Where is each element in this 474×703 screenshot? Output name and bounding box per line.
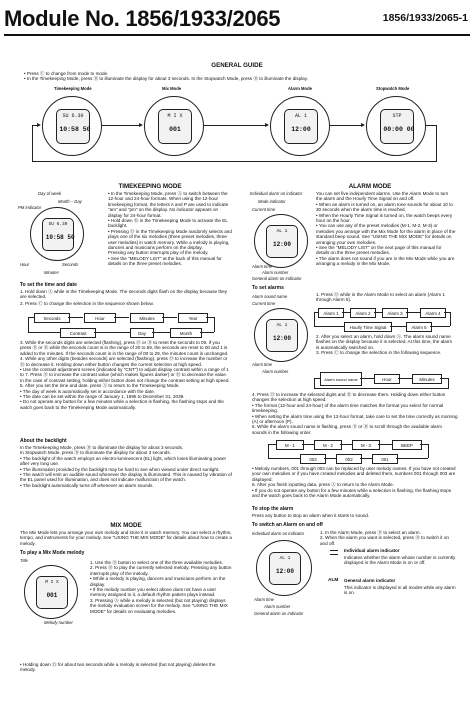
label-alarm-number: Alarm number: [262, 270, 289, 275]
label-seconds: Seconds: [62, 262, 79, 267]
seq-line: [314, 378, 320, 379]
watch-stopwatch: STP 00:00 00: [366, 96, 426, 156]
mix-hold: • Holding down Ⓓ for about two seconds while a melody is selected (but not playing) deletes the melody.: [20, 662, 216, 673]
backlight-title: About the backlight: [20, 438, 67, 444]
stop-alarm-title: To stop the alarm: [252, 506, 294, 512]
individual-indicator-icon: [330, 550, 338, 555]
page-title: Module No. 1856/1933/2065: [4, 6, 281, 31]
general-indicator-prefix: ALM: [328, 578, 339, 583]
seq-line: [152, 332, 170, 333]
set-time-title: To set the time and date: [20, 282, 77, 288]
individual-indicator-text: Indicates whether the alarm whose number is currently displayed in the Alarm Mode is on or off.: [344, 555, 456, 566]
label-general-alarm-2: General alarm on indicator: [254, 611, 304, 616]
watch-mix: M I X 001: [144, 96, 204, 156]
seq-alarm-sound-name: Alarm sound name: [320, 372, 362, 386]
seq-line: [302, 444, 314, 445]
label-individual-alarm: Individual alarm on indicator: [250, 191, 303, 196]
seq-m2: M - 2: [314, 440, 342, 450]
seq-alarm-4: Alarm 4: [420, 308, 446, 318]
label-minutes: Minutes: [44, 270, 59, 275]
seq-line: [428, 444, 429, 458]
seq-line: [28, 317, 29, 332]
page-code: 1856/1933/2065-1: [382, 12, 468, 24]
label-mode-indicator: Mode indicator: [258, 199, 286, 204]
return-line: [436, 125, 437, 161]
mode-label-timekeeping: Timekeeping Mode: [54, 86, 92, 91]
alarm-intro: You can set five independent alarms. Use the Alarm Mode to turn the alarm and the Hourly Time Signal on and off. • When an alarm is turned on, an alarm tone sounds for about 10 to 30 seconds when the alarm time is reached. • When the Hourly Time Signal is turned on, the watch beeps every hour on the hour. • You can use any of the preset melodies (M-1, M-2, M-3) or melodies you arrange with the Mix Mode for the alarm in place of the standard beep sound. See "USING THE MIX MODE" for details on arranging your own melodies. • See the "MELODY LIST" on the next page of this manual for details on the three preset melodies. • The alarm does not sound if you are in the Mix Mode while you are arranging a melody in the Mix Mode.: [316, 191, 456, 267]
seq-001: 001: [372, 454, 398, 464]
set-time-step2: 2. Press Ⓒ to change the selection in the sequence shown below.: [20, 301, 154, 306]
alarm-rest: 4. Press Ⓓ to increase the selected digits and Ⓑ to decrease them. Holding down either button changes the selection at high speed. • The format (12-hour and 24-hour) of the alarm time matches the format you select for normal timekeeping. • When setting the alarm time using the 12-hour format, take care to set the time correctly as morning (A) or afternoon (P). 5. While the alarm sound name is flashing, press Ⓓ or Ⓑ to scroll through the available alarm sounds in the following order.: [252, 392, 458, 435]
seq-line: [448, 378, 449, 388]
seq-line: [268, 458, 300, 459]
seq-seconds: Seconds: [34, 313, 70, 323]
seq-line: [114, 317, 129, 318]
seq-alarm-hour: Hour: [374, 374, 400, 384]
label-current-time-2: Current time: [252, 301, 276, 306]
seq-002: 002: [336, 454, 362, 464]
seq-line: [420, 444, 428, 445]
mix-title: MIX MODE: [110, 522, 142, 529]
guide-bullet: • Press Ⓒ to change from mode to mode.: [24, 71, 109, 76]
seq-line: [314, 312, 315, 326]
alarm-title: ALARM MODE: [348, 183, 392, 190]
seq-line: [314, 312, 318, 313]
label-alarm-time-3: Alarm time: [254, 597, 275, 602]
backlight-text: In the Timekeeping Mode, press Ⓑ to illuminate the display for about 3 seconds. In Stopwatch Mode, press Ⓑ to illuminate the display for about 3 seconds. • The backlight of the watch employs an electro-luminescent (EL) light, which loses illuminating power after very long use. • The illumination provided by the backlight may be hard to see when viewed under direct sunlight. • The watch will emit an audible sound whenever the display is illuminated. This is caused by vibration of the EL panel used for illumination, and does not indicate malfunction of the watch. • The backlight automatically turns off whenever an alarm sounds.: [20, 445, 232, 488]
seq-line: [28, 332, 60, 333]
seq-m1: M - 1: [276, 440, 304, 450]
stop-alarm-text: Press any button to stop an alarm when it starts to sound.: [252, 513, 370, 518]
seq-alarm-5: Alarm 5: [406, 322, 432, 332]
label-hour: Hour: [20, 262, 30, 267]
seq-line: [162, 317, 177, 318]
mix-play-title: To play a Mix Mode melody: [20, 550, 85, 556]
seq-minutes: Minutes: [130, 313, 164, 323]
mode-label-mix: Mix Mode: [162, 86, 182, 91]
label-individual-alarm-2: Individual alarm on indicator: [252, 531, 305, 536]
label-pm-indicator: PM indicator: [18, 205, 42, 210]
seq-line: [340, 444, 352, 445]
return-line: [32, 161, 437, 162]
seq-beep: BEEP: [392, 440, 422, 450]
label-month-day: Month – Day: [58, 199, 82, 204]
alarm-step2: 2. After you select an alarm, hold down Ⓐ. The alarm sound name flashes on the display because it is selected. At this time, the alarm is automatically switched on. 3. Press Ⓒ to change the selection in the following sequence.: [316, 334, 453, 356]
set-alarms-title: To set alarms: [252, 285, 284, 291]
seq-day: Day: [130, 328, 154, 338]
label-day-of-week: Day of week: [38, 191, 62, 196]
watch-timekeeping: SU 6.30 10:58 50: [42, 96, 102, 156]
general-indicator-title: General alarm indicator: [344, 578, 396, 583]
seq-line: [374, 312, 382, 313]
individual-indicator-title: Individual alarm indicator: [344, 548, 400, 553]
seq-contrast: Contrast: [60, 328, 96, 338]
seq-hour: Hour: [84, 313, 116, 323]
mix-intro: The Mix Mode lets you arrange your own melody and store it in watch memory. You can select a rhythm, tempo, and instruments for your melody. See "USING THE MIX MODE" for details about how to create a melody.: [20, 530, 232, 546]
watch-alarm: AL 1 12:00: [270, 96, 330, 156]
watch-alarm-detail: AL 1 12:00: [254, 214, 308, 268]
arrow-head: [37, 123, 41, 127]
seq-line: [268, 444, 269, 458]
seq-line: [324, 458, 336, 459]
label-alarm-sound-name: Alarm sound name: [252, 294, 288, 299]
arrow-line: [330, 125, 362, 126]
seq-line: [378, 444, 392, 445]
seq-alarm-1: Alarm 1: [318, 308, 344, 318]
set-time-rest: 3. While the seconds digits are selected (flashing), press Ⓓ or Ⓑ to reset the seconds to 00. If you press Ⓓ or Ⓑ while the seconds count is in the range of 30 to 59, the seconds are reset to 00 and 1 is added to the minutes. If the seconds count is in the range of 00 to 29, the minutes count is unchanged. 4. While any other digits (besides seconds) are selected (flashing), press Ⓓ to increase the number or Ⓑ to decrease it. Holding down either button changes the current selection at high speed. • Use the contrast adjustment screen (indicated by "CNT") to adjust display contrast within a range of 1 to 7. Press Ⓓ to increase the contrast value (which makes figures darker) or Ⓑ to decrease the value. In the case of contrast setting, holding either button does not change the contrast setting at high speed. 5. After you set the time and date, press Ⓐ to return to the Timekeeping Mode. • The day of week is automatically set in accordance with the date. • The date can be set within the range of January 1, 1995 to December 31, 2039. • Do not operate any button for a few minutes while a selection is flashing, the flashing stops and the watch goes back to the Timekeeping Mode automatically.: [20, 340, 230, 410]
seq-line: [342, 312, 350, 313]
watch-alarm-set: AL 1 12:00: [254, 308, 308, 362]
label-alarm-number-2: Alarm number: [262, 369, 289, 374]
arrow-head: [361, 123, 365, 127]
seq-line: [206, 317, 214, 318]
seq-003: 003: [300, 454, 326, 464]
alarm-after: • Melody numbers, 001 through 003 can be replaced by user melody names. If you have not created your own melodies or if you have created melodies and deleted them, numbers 001 through 003 are displayed. 6. After you finish inputting data, press Ⓐ to return to the Alarm Mode. • If you do not operate any button for a few minutes while a selection is flashing, the flashing stops and the watch goes back to the Alarm Mode automatically.: [252, 466, 456, 499]
seq-line: [28, 317, 34, 318]
seq-line: [94, 332, 130, 333]
arrow-line: [204, 125, 266, 126]
seq-year: Year: [178, 313, 208, 323]
return-line: [426, 125, 436, 126]
seq-line: [398, 378, 412, 379]
mode-label-stopwatch: Stopwatch Mode: [376, 86, 410, 91]
guide-bullet: • In the Timekeeping Mode, press Ⓑ to illuminate the display for about 3 seconds. In the Stopwatch Mode, press Ⓑ to illuminate the display.: [24, 76, 308, 82]
seq-alarm-minutes: Minutes: [412, 374, 442, 384]
label-alarm-number-3: Alarm number: [264, 604, 291, 609]
seq-line: [360, 458, 372, 459]
alarm-step1: 1. Press Ⓓ while in the Alarm Mode to select an alarm (Alarm 1 through Alarm 5).: [316, 292, 445, 303]
seq-line: [200, 332, 214, 333]
return-line: [32, 125, 33, 161]
seq-line: [360, 378, 374, 379]
seq-line: [68, 317, 83, 318]
general-indicator-text: This indicator is displayed in all modes while any alarm is on.: [344, 585, 456, 596]
seq-line: [440, 378, 448, 379]
watch-mix-detail: M I X 001: [24, 565, 78, 619]
label-title: Title: [20, 558, 28, 563]
header-rule: [4, 34, 470, 36]
label-melody-number: Melody number: [44, 620, 73, 625]
seq-line: [430, 326, 450, 327]
label-alarm-time: Alarm time: [252, 264, 273, 269]
set-time-step1: 1. Hold down Ⓐ while in the Timekeeping Mode. The seconds digits flash on the display because they are selected.: [20, 289, 228, 300]
label-alarm-time-2: Alarm time: [252, 362, 273, 367]
timekeeping-intro: • In the Timekeeping Mode, press Ⓐ to switch between the 12-hour and 24-hour formats. When using the 12-hour timekeeping format, the letters A and P are used to indicate "am" and "pm" on the display. No indicator appears on display for 24-hour format. • Hold down Ⓑ in the Timekeeping Mode to activate the EL backlight. • Pressing Ⓓ in the Timekeeping Mode randomly selects and plays one of the six melodies (three preset melodies, three user melodies) in watch memory. While a melody is playing, dancers and musicians perform on the display. Pressing any button interrupts play of the melody. • See the "MELODY LIST" at the back of this manual for details on the three preset melodies.: [108, 191, 232, 267]
seq-line: [450, 312, 451, 326]
seq-m3: M - 3: [352, 440, 380, 450]
seq-alarm-3: Alarm 3: [382, 308, 408, 318]
onoff-steps: 1. In the Alarm Mode, press Ⓓ to select an alarm. 2. When the alarm you want is selected, press Ⓑ to switch it on and off.: [320, 530, 449, 546]
mode-label-alarm: Alarm Mode: [288, 86, 312, 91]
watch-timekeeping-detail: SU 6.30 10:58 50: [30, 207, 84, 261]
mix-steps: 1. Use the Ⓓ button to select one of the three available melodies. 2. Press Ⓑ to play the currently selected melody. Pressing any button interrupts play of the melody. • While a melody is playing, dancers and musicians perform on the display. • If the melody number you select above does not have a user memory assigned to it, a default rhythm pattern plays instead. 3. Pressing Ⓐ while a melody is selected (but not playing) displays the melody evaluation screen for the melody. See "USING THE MIX MODE" for details on evaluating melodies.: [90, 560, 232, 614]
seq-month: Month: [170, 328, 202, 338]
seq-alarm-2: Alarm 2: [350, 308, 376, 318]
seq-line: [406, 312, 420, 313]
seq-line: [268, 444, 276, 445]
label-general-alarm: General alarm on indicator: [252, 276, 302, 281]
seq-line: [314, 378, 315, 388]
general-guide-title: GENERAL GUIDE: [211, 62, 263, 69]
seq-line: [396, 458, 428, 459]
seq-hourly-signal: Hourly Time Signal: [344, 322, 392, 332]
arrow-head: [265, 123, 269, 127]
seq-line: [390, 326, 406, 327]
general-guide-bullets: [24, 71, 464, 82]
watch-alarm-onoff: AL 1 12:00: [256, 540, 312, 596]
timekeeping-title: TIMEKEEPING MODE: [118, 183, 182, 190]
seq-line: [314, 326, 344, 327]
seq-line: [314, 388, 449, 389]
seq-line: [214, 317, 215, 332]
onoff-title: To switch an Alarm on and off: [252, 522, 323, 528]
arrow-head: [139, 123, 143, 127]
arrow-line: [102, 125, 140, 126]
label-current-time: Current time: [252, 207, 276, 212]
